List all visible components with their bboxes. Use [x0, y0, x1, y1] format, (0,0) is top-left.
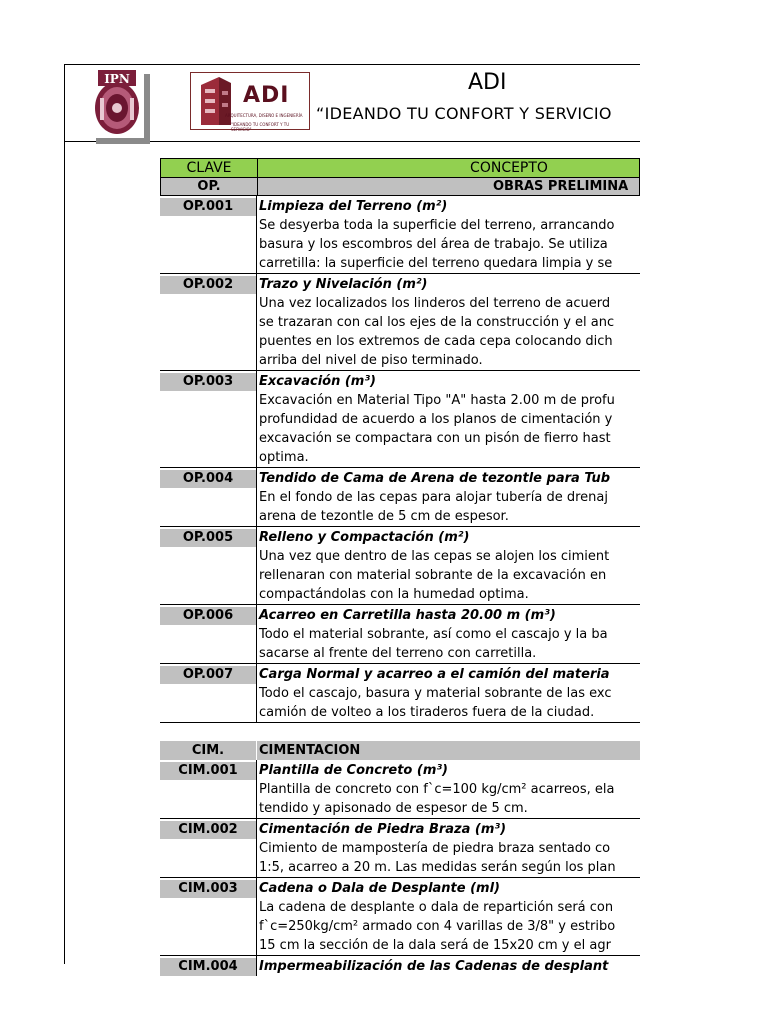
section-code: CIM. — [160, 741, 256, 760]
section-title: CIMENTACION — [257, 741, 640, 760]
table-row — [160, 468, 640, 527]
item-description — [256, 956, 640, 976]
item-text-line: compactándolas con la humedad optima. — [259, 587, 529, 602]
item-title: Carga Normal y acarreo a el camión del materia — [259, 667, 610, 682]
logo-tagline: "IDEANDO TU CONFORT Y TU SERVICIO" — [231, 122, 290, 132]
item-code: OP.005 — [160, 529, 256, 547]
header-divider — [64, 141, 640, 142]
item-description — [256, 819, 640, 877]
page-motto: “IDEANDO TU CONFORT Y SERVICIO — [316, 104, 612, 123]
items-list-cim — [160, 760, 640, 976]
ipn-seal — [90, 68, 144, 140]
table-row — [160, 664, 640, 723]
col-header-concepto: CONCEPTO — [470, 160, 548, 176]
item-code: OP.002 — [160, 276, 256, 294]
item-description — [256, 196, 640, 273]
item-text-line: profundidad de acuerdo a los planos de cimentación y — [259, 412, 613, 427]
item-text-line: Se desyerba toda la superficie del terreno, arrancando — [259, 218, 615, 233]
adi-logo — [190, 72, 310, 130]
item-description — [256, 878, 640, 955]
item-description — [256, 527, 640, 604]
item-code: OP.006 — [160, 607, 256, 625]
item-description — [256, 274, 640, 370]
item-text-line: tendido y apisonado de espesor de 5 cm. — [259, 801, 528, 816]
table-row — [160, 760, 640, 819]
item-text-line: Todo el cascajo, basura y material sobrante de las exc — [259, 686, 612, 701]
item-text-line: arena de tezontle de 5 cm de espesor. — [259, 509, 509, 524]
item-text-line: basura y los escombros del área de trabajo. Se utiliza — [259, 237, 608, 252]
item-text-line: 1:5, acarreo a 20 m. Las medidas serán según los plan — [259, 860, 616, 875]
table-row — [160, 274, 640, 371]
item-code: CIM.003 — [160, 880, 256, 898]
ipn-seal-icon — [90, 68, 144, 138]
item-description — [256, 664, 640, 722]
item-title: Tendido de Cama de Arena de tezontle para Tub — [259, 471, 611, 486]
item-title: Cadena o Dala de Desplante (ml) — [259, 881, 500, 896]
section-row-op — [160, 178, 640, 196]
item-text-line: Una vez localizados los linderos del terreno de acuerd — [259, 296, 611, 311]
item-text-line: excavación se compactara con un pisón de fierro hast — [259, 431, 611, 446]
item-text-line: Todo el material sobrante, así como el cascajo y la ba — [259, 627, 608, 642]
item-text-line: Plantilla de concreto con f`c=100 kg/cm² acarreos, ela — [259, 782, 615, 797]
table-row — [160, 819, 640, 878]
table-row — [160, 527, 640, 605]
item-title: Impermeabilización de las Cadenas de desplant — [259, 959, 609, 974]
item-description — [256, 605, 640, 663]
table-row — [160, 956, 640, 976]
item-code: OP.003 — [160, 373, 256, 391]
item-code: OP.001 — [160, 198, 256, 216]
item-title: Trazo y Nivelación (m²) — [259, 277, 428, 292]
section-code: OP. — [161, 178, 258, 195]
concept-table — [160, 158, 640, 976]
item-text-line: 15 cm la sección de la dala será de 15x20 cm y el agr — [259, 938, 611, 953]
page-title: ADI — [468, 70, 507, 95]
section-title: OBRAS PRELIMINA — [493, 179, 629, 194]
item-description — [256, 468, 640, 526]
section-row-cim — [160, 741, 640, 760]
building-icon — [197, 75, 237, 129]
table-header-row — [160, 158, 640, 178]
item-title: Cimentación de Piedra Braza (m³) — [259, 822, 507, 837]
left-border — [64, 64, 65, 964]
item-text-line: Cimiento de mampostería de piedra braza sentado co — [259, 841, 611, 856]
items-list-op — [160, 196, 640, 723]
table-row — [160, 196, 640, 274]
item-text-line: camión de volteo a los tiraderos fuera de la ciudad. — [259, 705, 595, 720]
item-code: CIM.001 — [160, 762, 256, 780]
item-code: CIM.002 — [160, 821, 256, 839]
item-text-line: carretilla: la superficie del terreno quedara limpia y se — [259, 256, 613, 271]
item-text-line: En el fondo de las cepas para alojar tubería de drenaj — [259, 490, 608, 505]
table-row — [160, 878, 640, 956]
item-text-line: Excavación en Material Tipo "A" hasta 2.00 m de profu — [259, 393, 615, 408]
svg-text:IPN: IPN — [104, 72, 130, 86]
top-border — [64, 64, 640, 65]
item-text-line: sacarse al frente del terreno con carretilla. — [259, 646, 537, 661]
seal-image — [90, 68, 144, 138]
item-description — [256, 760, 640, 818]
col-header-clave: CLAVE — [161, 159, 258, 177]
item-text-line: puentes en los extremos de cada cepa colocando dich — [259, 334, 613, 349]
item-description — [256, 371, 640, 467]
logo-subtitle: ARQUITECTURA, DISEÑO E INGENIERÍA — [225, 113, 303, 118]
item-text-line: rellenaran con material sobrante de la excavación en — [259, 568, 607, 583]
item-text-line: La cadena de desplante o dala de repartición será con — [259, 900, 614, 915]
item-code: OP.007 — [160, 666, 256, 684]
item-code: CIM.004 — [160, 958, 256, 976]
item-title: Limpieza del Terreno (m²) — [259, 199, 448, 214]
item-text-line: arriba del nivel de piso terminado. — [259, 353, 483, 368]
item-title: Acarreo en Carretilla hasta 20.00 m (m³) — [259, 608, 556, 623]
item-text-line: Una vez que dentro de las cepas se alojen los cimient — [259, 549, 610, 564]
table-row — [160, 371, 640, 468]
item-title: Plantilla de Concreto (m³) — [259, 763, 448, 778]
section-spacer — [160, 723, 640, 741]
item-title: Excavación (m³) — [259, 374, 376, 389]
item-title: Relleno y Compactación (m²) — [259, 530, 470, 545]
item-text-line: se trazaran con cal los ejes de la construcción y el anc — [259, 315, 615, 330]
item-code: OP.004 — [160, 470, 256, 488]
table-row — [160, 605, 640, 664]
item-text-line: optima. — [259, 450, 309, 465]
document-page — [64, 64, 640, 974]
logo-text: ADI — [243, 83, 290, 108]
item-text-line: f`c=250kg/cm² armado con 4 varillas de 3/8" y estribo — [259, 919, 616, 934]
